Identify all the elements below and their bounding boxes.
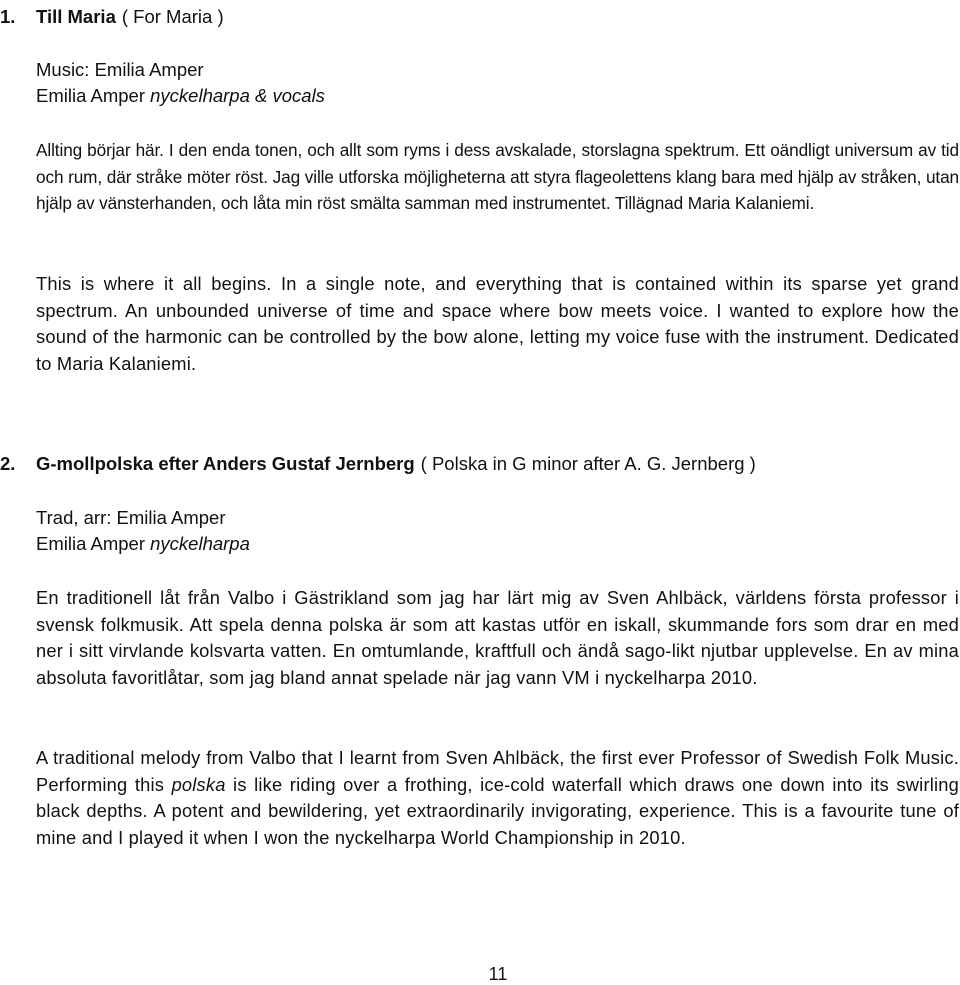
track-2-credit-performer: Emilia Amper nyckelharpa (36, 533, 250, 554)
track-2-credit-arranger: Trad, arr: Emilia Amper (36, 507, 226, 528)
track-2-paragraph-swedish: En traditionell låt från Valbo i Gästrikland som jag har lärt mig av Sven Ahlbäck, världens första professor i svensk folkmusik. Att spela denna polska är som att kastas utför en iskall, skummande fors som drar en med ner i sitt virvlande kolsvarta vatten. En omtumlande, kraftfull och ändå sago-likt njutbar upplevelse. En av mina absoluta favoritlåtar, som jag bland annat spelade när jag vann VM i nyckelharpa 2010. (36, 587, 959, 688)
track-1-heading (0, 4, 224, 30)
track-2-subtitle: ( Polska in G minor after A. G. Jernberg ) (420, 453, 756, 474)
track-2-credits (36, 505, 250, 557)
polska-emphasis: polska (171, 773, 226, 795)
page-number: 11 (488, 964, 508, 984)
track-1-credits (36, 57, 325, 109)
track-1-subtitle: ( For Maria ) (121, 6, 224, 27)
track-2-title: G-mollpolska efter Anders Gustaf Jernberg (36, 453, 415, 474)
track-1-paragraph-english: This is where it all begins. In a single note, and everything that is contained within its sparse yet grand spectrum. An unbounded universe of time and space where bow meets voice. I wanted to explore how the sound of the harmonic can be controlled by the bow alone, letting my voice fuse with the instrument. Dedicated to Maria Kalaniemi. (36, 273, 959, 374)
track-1-credit-performer: Emilia Amper nyckelharpa & vocals (36, 85, 325, 106)
track-2-number: 2. (0, 453, 16, 474)
track-2-heading (0, 451, 756, 477)
track-1-title: Till Maria (36, 6, 116, 27)
track-2-paragraph-english: A traditional melody from Valbo that I learnt from Sven Ahlbäck, the first ever Professor of Swedish Folk Music. Performing this polska is like riding over a frothing, ice-cold waterfall which draws one down into its swirling black depths. A potent and bewildering, yet extraordinarily invigorating, experience. This is a favourite tune of mine and I played it when I won the nyckelharpa World Championship in 2010. (36, 747, 959, 848)
track-1-number: 1. (0, 6, 16, 27)
track-1-paragraph-swedish: Allting börjar här. I den enda tonen, och allt som ryms i dess avskalade, storslagna spektrum. Ett oändligt universum av tid och rum, där stråke möter röst. Jag ville utforska möjligheterna att styra flageolettens klang bara med hjälp av stråken, utan hjälp av vänsterhanden, och låta min röst smälta samman med instrumentet. Tillägnad Maria Kalaniemi. (36, 140, 959, 214)
track-1-credit-music: Music: Emilia Amper (36, 59, 204, 80)
